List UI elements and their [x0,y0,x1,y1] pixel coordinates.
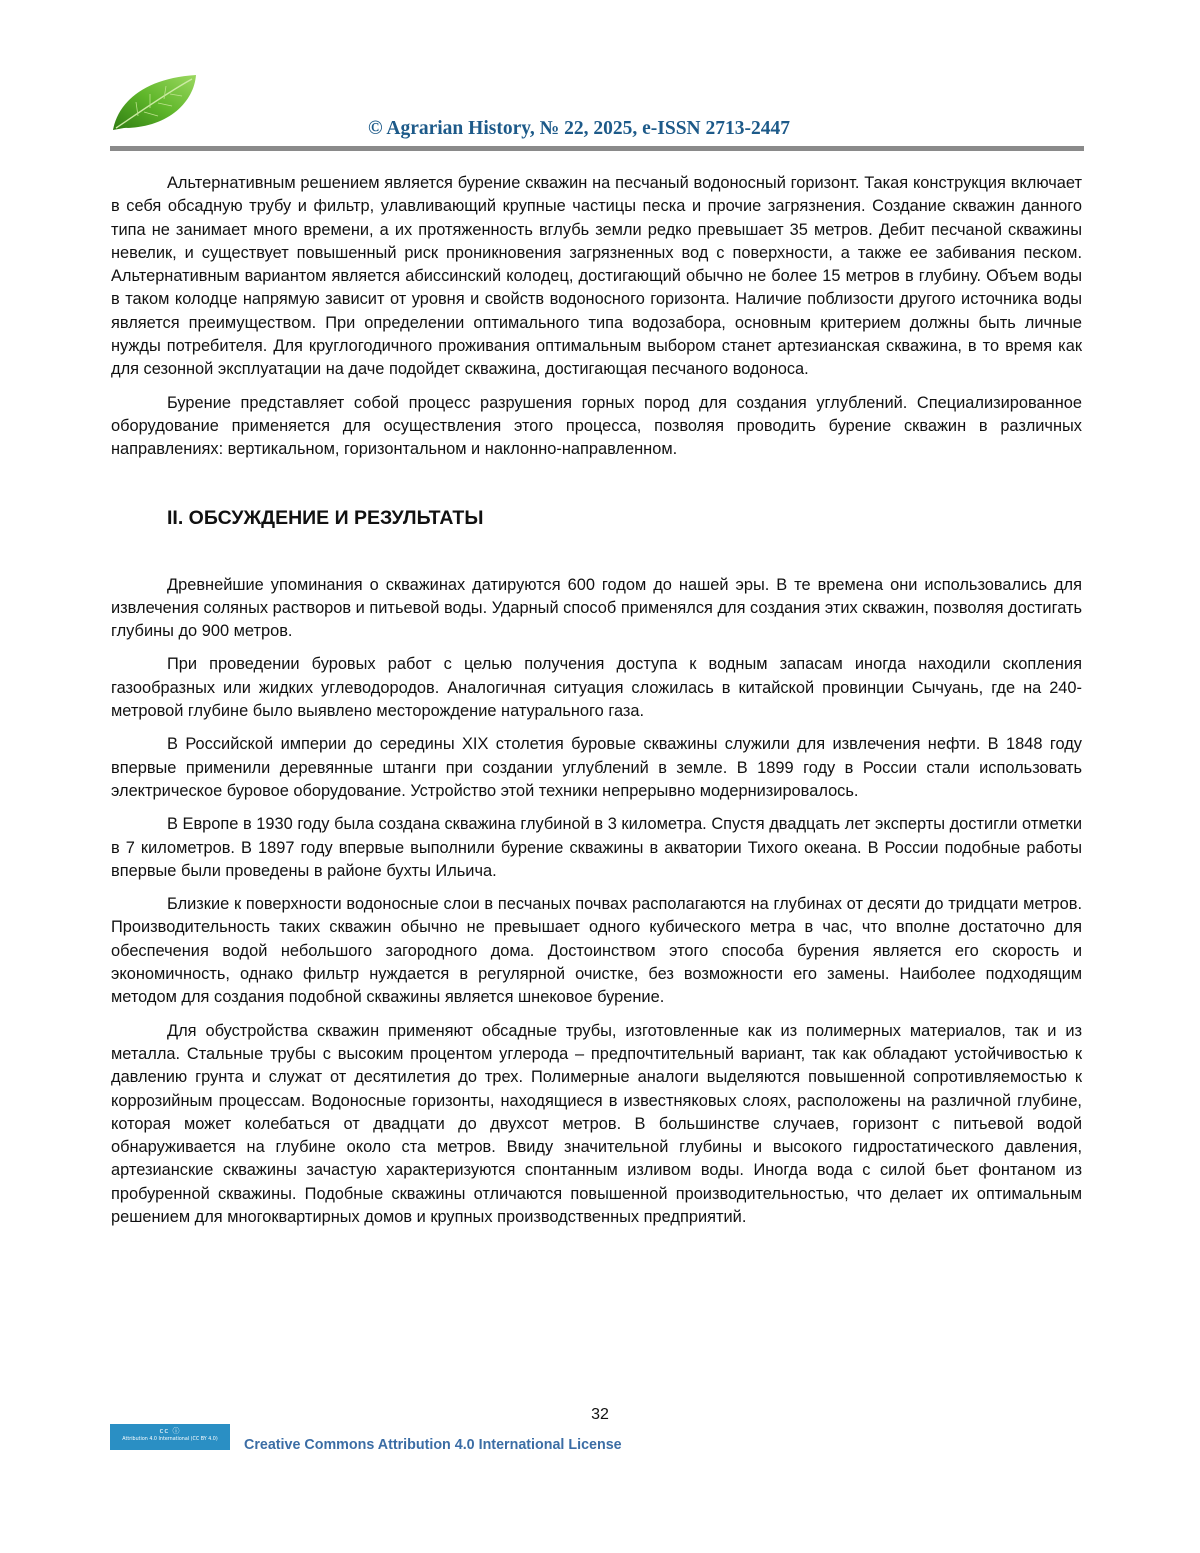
paragraph: Древнейшие упоминания о скважинах датируются 600 годом до нашей эры. В те времена они использовались для извлечения соляных растворов и питьевой воды. Ударный способ применялся для создания этих скважин, позволяя достигать глубины до 900 метров. [111,575,1082,641]
cc-badge-text: Attribution 4.0 International (CC BY 4.0) [122,1437,218,1442]
paragraph: Для обустройства скважин применяют обсадные трубы, изготовленные как из полимерных материалов, так и из металла. Стальные трубы с высоким процентом углерода – предпочтительный вариант, так как обладают устойчивостью к давлению грунта и служат от десятилетия до трех. Полимерные аналоги выделяются повышенной сопротивляемостью к коррозийным процессам. Водоносные горизонты, находящиеся в известняковых слоях, расположены на различной глубине, которая может колебаться от двадцати до двухсот метров. В большинстве случаев, горизонт с питьевой водой обнаруживается на глубине около ста метров. Ввиду значительной глубины и высокого гидростатического давления, артезианские скважины зачастую характеризуются спонтанным изливом воды. Иногда вода с силой бьет фонтаном из пробуренной скважины. Подобные скважины отличаются повышенной производительностью, что делает их оптимальным решением для многоквартирных домов и крупных производственных предприятий. [111,1021,1082,1226]
cc-icons: cc ⓘ [159,1427,181,1435]
page-number: 32 [591,1406,609,1423]
cc-license-badge[interactable] [110,1424,230,1450]
paragraph: В Европе в 1930 году была создана скважина глубиной в 3 километра. Спустя двадцать лет эксперты достигли отметки в 7 километров. В 1897 году впервые выполнили бурение скважины в акватории Тихого океана. В России подобные работы впервые были проведены в районе бухты Ильича. [111,815,1082,880]
paragraph: Близкие к поверхности водоносные слои в песчаных почвах располагаются на глубинах от десяти до тридцати метров. Производительность таких скважин обычно не превышает одного кубического метра в час, что вполне достаточно для обеспечения водой небольшого загородного дома. Достоинством этого способа бурения является его скорость и экономичность, однако фильтр нуждается в регулярной очистке, без возможности его замены. Наиболее подходящим методом для создания подобной скважины является шнековое бурение. [111,895,1082,1007]
section-heading: II. ОБСУЖДЕНИЕ И РЕЗУЛЬТАТЫ [167,506,484,529]
paragraph: При проведении буровых работ с целью получения доступа к водным запасам иногда находили скопления газообразных или жидких углеводородов. Аналогичная ситуация сложилась в китайской провинции Сычуань, где на 240-метровой глубине было выявлено месторождение натурального газа. [111,655,1082,721]
header-divider [110,146,1084,151]
paragraph: Альтернативным решением является бурение скважин на песчаный водоносный горизонт. Такая конструкция включает в себя обсадную трубу и фильтр, улавливающий крупные частицы песка и прочие загрязнения. Создание скважин данного типа не занимает много времени, а их протяженность вглубь земли редко превышает 35 метров. Дебит песчаной скважины невелик, и существует повышенный риск проникновения загрязненных вод с поверхности, а также ее забивания песком. Альтернативным вариантом является абиссинский колодец, достигающий обычно не более 15 метров в глубину. Объем воды в таком колодце напрямую зависит от уровня и свойств водоносного горизонта. Наличие поблизости другого источника воды является преимуществом. При определении оптимального типа водозабора, основным критерием должны быть личные нужды потребителя. Для круглогодичного проживания оптимальным выбором станет артезианская скважина, в то время как для сезонной эксплуатации на даче подойдет скважина, достигающая песчаного водоноса. [111,174,1082,379]
journal-title: © Agrarian History, № 22, 2025, e-ISSN 2713-2447 [368,118,790,139]
article-body [111,172,1082,1229]
paragraph: Бурение представляет собой процесс разрушения горных пород для создания углублений. Специализированное оборудование применяется для осуществления этого процесса, позволяя проводить бурение скважин в различных направлениях: вертикальном, горизонтальном и наклонно-направленном. [111,393,1082,459]
paragraph: В Российской империи до середины XIX столетия буровые скважины служили для извлечения нефти. В 1848 году впервые применили деревянные штанги при создании углублений в земле. В 1899 году в России стали использовать электрическое буровое оборудование. Устройство этой техники непрерывно модернизировалось. [111,735,1082,800]
license-link[interactable]: Creative Commons Attribution 4.0 International License [244,1437,622,1453]
green-leaf-icon [110,72,202,134]
